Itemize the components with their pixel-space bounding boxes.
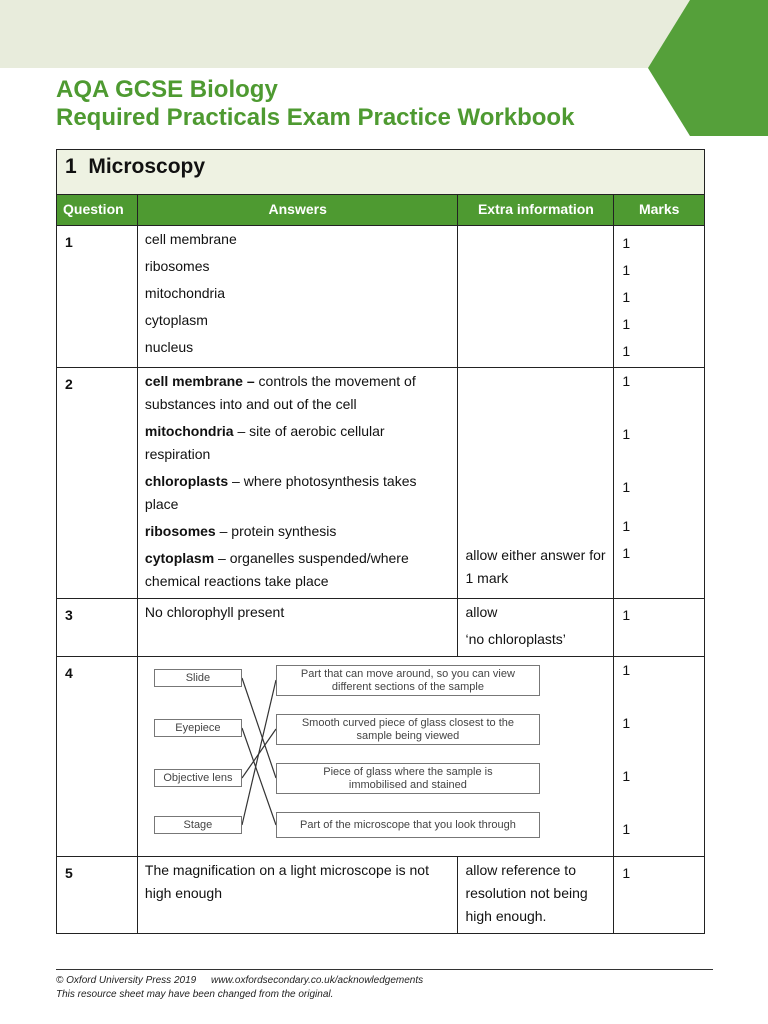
mark-scheme-table bbox=[56, 149, 705, 934]
answer-line: nucleus bbox=[144, 339, 194, 355]
matching-diagram bbox=[154, 665, 554, 845]
match-line bbox=[242, 680, 276, 825]
mark-value: 1 bbox=[622, 865, 631, 881]
extra-cell bbox=[458, 599, 614, 657]
extra-cell bbox=[458, 226, 614, 368]
question-number: 2 bbox=[57, 368, 138, 599]
right-label-3: Piece of glass where the sample is immobilised and stained bbox=[276, 763, 540, 794]
answer-line: ribosomes bbox=[144, 258, 210, 274]
table-row bbox=[57, 657, 705, 857]
section-number: 1 bbox=[65, 155, 77, 178]
title-line-2: Required Practicals Exam Practice Workbook bbox=[56, 104, 575, 131]
table-row bbox=[57, 226, 705, 368]
question-number: 3 bbox=[57, 599, 138, 657]
marks-cell bbox=[614, 857, 705, 934]
answers-cell bbox=[137, 599, 458, 657]
section-heading bbox=[57, 150, 705, 195]
footer bbox=[56, 974, 423, 1002]
header-marks: Marks bbox=[614, 195, 705, 226]
table-row bbox=[57, 857, 705, 934]
table-header-row bbox=[57, 195, 705, 226]
mark-value: 1 bbox=[622, 343, 631, 359]
answers-cell bbox=[137, 368, 458, 599]
answer-line: cell membrane bbox=[144, 231, 237, 247]
answer-item: cell membrane – controls the movement of substances into and out of the cell bbox=[144, 373, 416, 412]
left-label-objective-lens: Objective lens bbox=[154, 769, 242, 787]
footer-copyright: © Oxford University Press 2019 bbox=[56, 975, 197, 986]
mark-value: 1 bbox=[622, 768, 631, 784]
mark-value: 1 bbox=[622, 821, 631, 837]
left-label-eyepiece: Eyepiece bbox=[154, 719, 242, 737]
match-line bbox=[242, 728, 276, 825]
answers-cell bbox=[137, 857, 458, 934]
right-label-2: Smooth curved piece of glass closest to the sample being viewed bbox=[276, 714, 540, 745]
table-row bbox=[57, 599, 705, 657]
extra-cell bbox=[458, 857, 614, 934]
left-label-slide: Slide bbox=[154, 669, 242, 687]
marks-cell bbox=[614, 368, 705, 599]
question-number: 5 bbox=[57, 857, 138, 934]
mark-value: 1 bbox=[622, 545, 631, 561]
match-line bbox=[242, 678, 276, 778]
extra-info: allow bbox=[465, 604, 498, 620]
extra-info: allow reference to resolution not being high enough. bbox=[465, 862, 588, 924]
marks-cell bbox=[614, 226, 705, 368]
left-label-stage: Stage bbox=[154, 816, 242, 834]
mark-value: 1 bbox=[622, 373, 631, 389]
table-row bbox=[57, 368, 705, 599]
mark-value: 1 bbox=[622, 316, 631, 332]
header-band bbox=[0, 0, 768, 68]
answers-cell bbox=[137, 226, 458, 368]
section-title: Microscopy bbox=[88, 155, 206, 178]
answer-item: cytoplasm – organelles suspended/where chemical reactions take place bbox=[144, 550, 409, 589]
section-row bbox=[57, 150, 705, 195]
mark-value: 1 bbox=[622, 426, 631, 442]
header-answers: Answers bbox=[137, 195, 458, 226]
title-line-1: AQA GCSE Biology bbox=[56, 76, 278, 103]
right-label-4: Part of the microscope that you look through bbox=[276, 812, 540, 838]
answer-item: ribosomes – protein synthesis bbox=[144, 523, 337, 539]
answer-line: The magnification on a light microscope is not high enough bbox=[144, 862, 429, 901]
marks-cell bbox=[614, 599, 705, 657]
marks-cell bbox=[614, 657, 705, 857]
mark-value: 1 bbox=[622, 262, 631, 278]
matching-diagram-cell bbox=[137, 657, 613, 857]
right-label-1: Part that can move around, so you can view different sections of the sample bbox=[276, 665, 540, 696]
mark-value: 1 bbox=[622, 479, 631, 495]
header-question: Question bbox=[57, 195, 138, 226]
question-number: 1 bbox=[57, 226, 138, 368]
document-title bbox=[56, 76, 574, 132]
answer-item: chloroplasts – where photosynthesis takes place bbox=[144, 473, 417, 512]
answer-line: cytoplasm bbox=[144, 312, 208, 328]
footer-divider bbox=[56, 969, 713, 970]
mark-value: 1 bbox=[622, 715, 631, 731]
mark-value: 1 bbox=[622, 662, 631, 678]
extra-info: ‘no chloroplasts’ bbox=[465, 631, 566, 647]
extra-cell bbox=[458, 368, 614, 599]
mark-value: 1 bbox=[622, 289, 631, 305]
header-extra: Extra information bbox=[458, 195, 614, 226]
mark-value: 1 bbox=[622, 607, 631, 623]
extra-info: allow either answer for 1 mark bbox=[465, 547, 606, 586]
answer-line: No chlorophyll present bbox=[144, 604, 285, 620]
mark-value: 1 bbox=[622, 235, 631, 251]
footer-note: This resource sheet may have been changed from the original. bbox=[56, 989, 334, 1000]
mark-value: 1 bbox=[622, 518, 631, 534]
footer-link[interactable]: www.oxfordsecondary.co.uk/acknowledgements bbox=[210, 975, 424, 986]
question-number: 4 bbox=[57, 657, 138, 857]
answer-item: mitochondria – site of aerobic cellular respiration bbox=[144, 423, 385, 462]
answer-line: mitochondria bbox=[144, 285, 226, 301]
